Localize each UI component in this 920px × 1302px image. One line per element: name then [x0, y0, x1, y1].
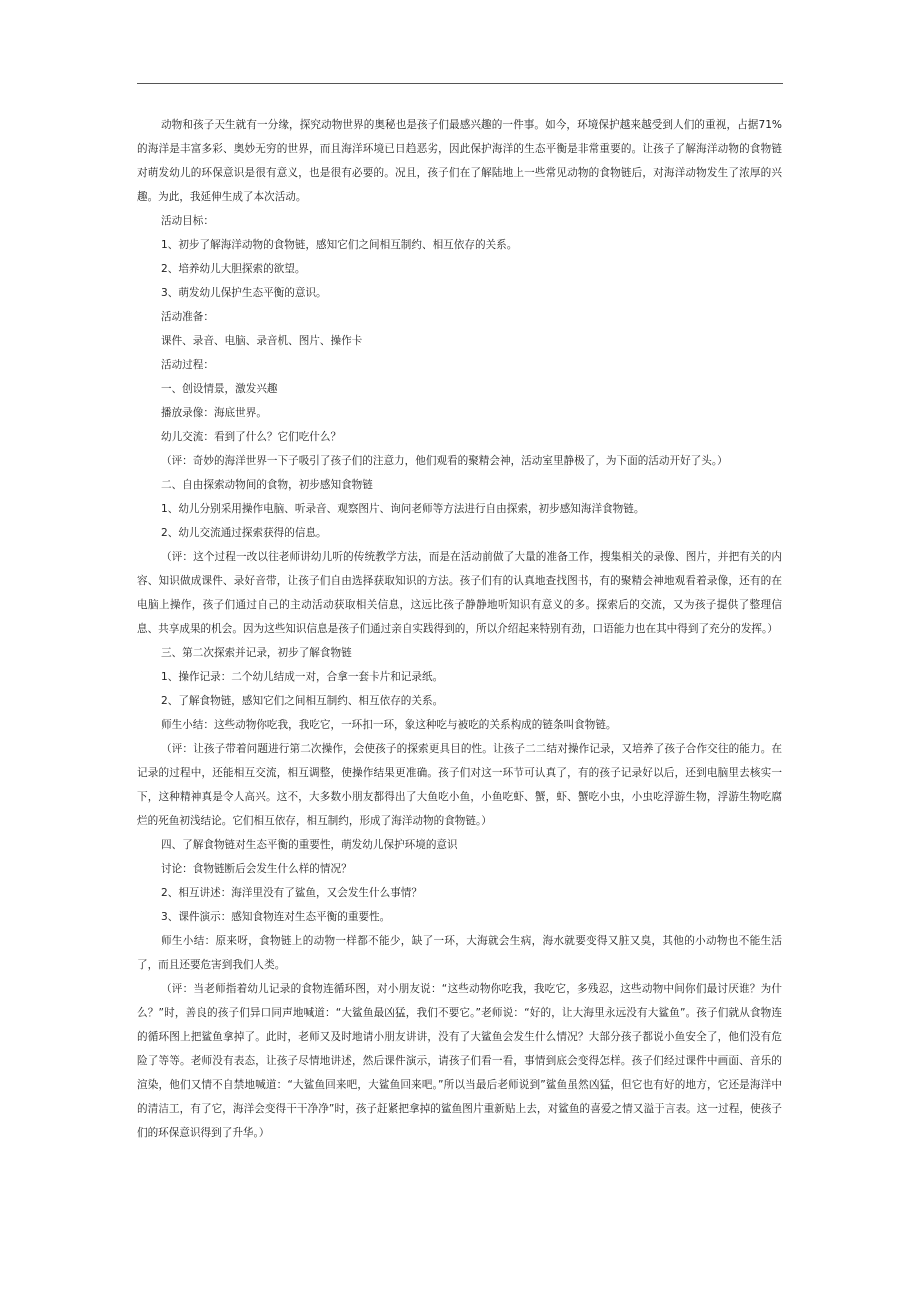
goal-item: 3、萌发幼儿保护生态平衡的意识。	[161, 287, 327, 299]
section-3-item: 1、操作记录：二个幼儿结成一对，合拿一套卡片和记录纸。	[161, 671, 444, 683]
section-3-summary: 师生小结：这些动物你吃我，我吃它，一环扣一环，象这种吃与被吃的关系构成的链条叫食物链。	[161, 719, 617, 731]
section-4-item: 2、相互讲述：海洋里没有了鲨鱼，又会发生什么事情？	[161, 887, 422, 899]
section-4-summary: 师生小结：原来呀，食物链上的动物一样都不能少，缺了一环，大海就会生病，海水就要变得又脏又臭，其他的小动物也不能生活了，而且还要危害到我们人类。	[137, 935, 782, 971]
section-2-item: 2、幼儿交流通过探索获得的信息。	[161, 527, 327, 539]
prep-heading: 活动准备：	[161, 311, 214, 323]
section-1-item: 幼儿交流：看到了什么？它们吃什么？	[161, 431, 342, 443]
section-4-comment: （评：当老师指着幼儿记录的食物连循环图，对小朋友说：“这些动物你吃我，我吃它，多残忍，这些动物中间你们最讨厌谁？为什么？”时，善良的孩子们异口同声地喊道：“大鲨鱼最凶猛，我们不要它。”老师说：“好的，让大海里永远没有大鲨鱼”。孩子们就从食物连的循环图上把鲨鱼拿掉了。此时，老师又及时地请小朋友讲讲，没有了大鲨鱼会发生什么情况？大部分孩子都说小鱼安全了，他们没有危险了等等。老师没有表态，让孩子尽情地讲述，然后课件演示，请孩子们看一看，事情到底会变得怎样。孩子们经过课件中画面、音乐的渲染，他们又情不自禁地喊道：“大鲨鱼回来吧，大鲨鱼回来吧。”所以当最后老师说到”鲨鱼虽然凶猛，但它也有好的地方，它还是海洋中的清洁工，有了它，海洋会变得干干净净”时，孩子赶紧把拿掉的鲨鱼图片重新贴上去，对鲨鱼的喜爱之情又溢于言表。这一过程，使孩子们的环保意识得到了升华。）	[137, 983, 782, 1139]
section-4-item: 讨论：食物链断后会发生什么样的情况？	[161, 863, 352, 875]
section-3-comment: （评：让孩子带着问题进行第二次操作，会使孩子的探索更具目的性。让孩子二二结对操作记录，又培养了孩子合作交往的能力。在记录的过程中，还能相互交流，相互调整，使操作结果更准确。孩子们对这一环节可认真了，有的孩子记录好以后，还到电脑里去核实一下，这种精神真是令人高兴。这不，大多数小朋友都得出了大鱼吃小鱼，小鱼吃虾、蟹，虾、蟹吃小虫，小虫吃浮游生物，浮游生物吃腐烂的死鱼初浅结论。它们相互依存，相互制约，形成了海洋动物的食物链。）	[137, 743, 782, 827]
process-heading: 活动过程：	[161, 359, 214, 371]
intro-paragraph: 动物和孩子天生就有一分缘，探究动物世界的奥秘也是孩子们最感兴趣的一件事。如今，环境保护越来越受到人们的重视，占据71%的海洋是丰富多彩、奥妙无穷的世界，而且海洋环境已日趋恶劣，因此保护海洋的生态平衡是非常重要的。让孩子了解海洋动物的食物链对萌发幼儿的环保意识是很有意义，也是很有必要的。况且，孩子们在了解陆地上一些常见动物的食物链后，对海洋动物发生了浓厚的兴趣。为此，我延伸生成了本次活动。	[137, 119, 782, 203]
section-2-comment: （评：这个过程一改以往老师讲幼儿听的传统教学方法，而是在活动前做了大量的准备工作，搜集相关的录像、图片，并把有关的内容、知识做成课件、录好音带，让孩子们自由选择获取知识的方法。孩子们有的认真地查找图书，有的聚精会神地观看着录像，还有的在电脑上操作，孩子们通过自己的主动活动获取相关信息，这远比孩子静静地听知识有意义的多。探索后的交流，又为孩子提供了整理信息、共享成果的机会。因为这些知识信息是孩子们通过亲自实践得到的，所以介绍起来特别有劲，口语能力也在其中得到了充分的发挥。）	[137, 551, 782, 635]
section-2-item: 1、幼儿分别采用操作电脑、听录音、观察图片、询问老师等方法进行自由探索，初步感知海洋食物链。	[161, 503, 645, 515]
section-3-item: 2、了解食物链，感知它们之间相互制约、相互依存的关系。	[161, 695, 444, 707]
section-2-title: 二、自由探索动物间的食物，初步感知食物链	[161, 479, 373, 491]
goal-item: 1、初步了解海洋动物的食物链，感知它们之间相互制约、相互依存的关系。	[161, 239, 518, 251]
goals-heading: 活动目标：	[161, 215, 214, 227]
prep-list: 课件、录音、电脑、录音机、图片、操作卡	[161, 335, 363, 347]
goal-item: 2、培养幼儿大胆探索的欲望。	[161, 263, 306, 275]
section-1-title: 一、创设情景，激发兴趣	[161, 383, 278, 395]
document-body	[137, 113, 782, 1145]
section-1-comment: （评：奇妙的海洋世界一下子吸引了孩子们的注意力，他们观看的聚精会神，活动室里静极了，为下面的活动开好了头。）	[161, 455, 728, 467]
header-rule	[137, 83, 783, 84]
section-3-title: 三、第二次探索并记录，初步了解食物链	[161, 647, 352, 659]
section-1-item: 播放录像：海底世界。	[161, 407, 267, 419]
section-4-item: 3、课件演示：感知食物连对生态平衡的重要性。	[161, 911, 391, 923]
section-4-title: 四、了解食物链对生态平衡的重要性，萌发幼儿保护环境的意识	[161, 839, 458, 851]
